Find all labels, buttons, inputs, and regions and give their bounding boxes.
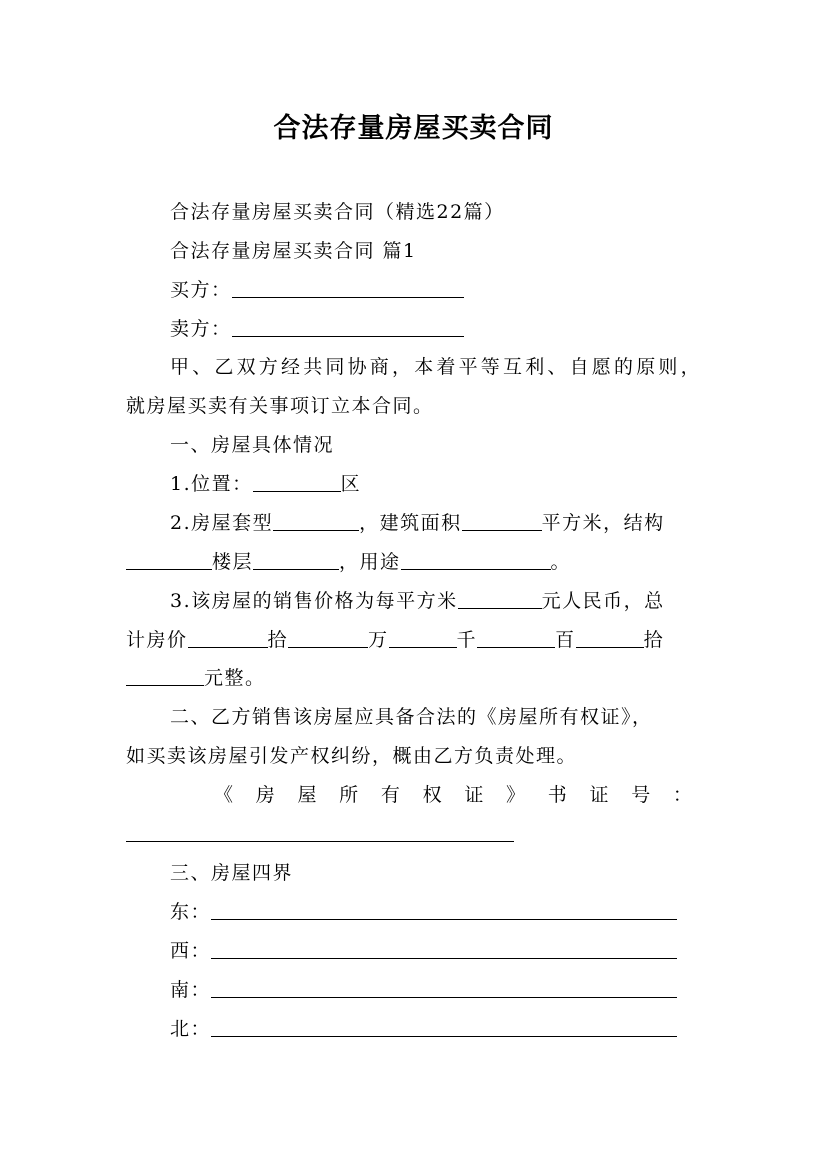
total-price-label: 计房价 (126, 629, 188, 651)
blank-bai (477, 629, 555, 648)
cert-char: 权 (422, 784, 442, 806)
cert-char: 》 (506, 784, 526, 806)
item-1-label: 1.位置： (170, 473, 253, 495)
blank-qian (389, 629, 457, 648)
west-label: 西： (170, 940, 212, 962)
unit-yuan: 元整。 (204, 667, 266, 689)
item-2-label: 2.房屋套型 (170, 512, 274, 534)
east-label: 东： (170, 901, 212, 923)
item-1-line (170, 472, 750, 496)
unit-shi-1: 拾 (267, 629, 289, 651)
intro-line-2: 就房屋买卖有关事项订立本合同。 (126, 395, 434, 417)
section-heading: 合法存量房屋买卖合同 篇1 (170, 240, 417, 262)
south-label: 南： (170, 979, 212, 1001)
cert-char: 号 (631, 784, 651, 806)
cert-char: 房 (255, 784, 275, 806)
subtitle: 合法存量房屋买卖合同（精选22篇） (170, 201, 505, 223)
item-2-sqm: 平方米，结构 (541, 512, 665, 534)
section-1-title: 一、房屋具体情况 (170, 434, 335, 456)
buyer-line (170, 278, 750, 302)
cert-char: 屋 (297, 784, 317, 806)
item-2-end: 。 (550, 551, 572, 573)
north-label: 北： (170, 1018, 212, 1040)
north-line (170, 1017, 750, 1041)
item-2-use: ，用途 (339, 551, 401, 573)
location-blank (253, 473, 341, 492)
buyer-label: 买方： (170, 279, 232, 301)
blank-shi-2 (576, 629, 644, 648)
intro-line-1: 甲、乙双方经共同协商，本着平等互利、自愿的原则， (170, 356, 703, 378)
unit-bai: 百 (555, 629, 576, 651)
cert-char: 《 (214, 784, 234, 806)
item-2-area: ，建筑面积 (359, 512, 462, 534)
item-3-end: 元人民币，总 (541, 590, 665, 612)
cert-char: 证 (589, 784, 609, 806)
item-3-line-3 (126, 666, 706, 690)
item-3-line-1 (170, 589, 750, 613)
section-3-title: 三、房屋四界 (170, 862, 294, 884)
north-blank (211, 1018, 677, 1037)
floor-blank (253, 551, 339, 570)
type-blank (273, 512, 359, 531)
seller-line (170, 317, 750, 341)
item-3-text: 3.该房屋的销售价格为每平方米 (170, 590, 458, 612)
section-2-line-2: 如买卖该房屋引发产权纠纷，概由乙方负责处理。 (126, 745, 578, 767)
blank-wan (288, 629, 368, 648)
structure-blank (126, 551, 212, 570)
unit-qian: 千 (456, 629, 478, 651)
west-line (170, 939, 750, 963)
east-line (170, 900, 750, 924)
unit-price-blank (458, 590, 542, 609)
blank-yuan (126, 667, 204, 686)
certificate-number-line (214, 783, 692, 807)
east-blank (211, 901, 677, 920)
seller-blank (232, 318, 464, 337)
item-2-line-2 (126, 550, 706, 574)
certificate-blank-line (126, 822, 706, 846)
section-2-line-1: 二、乙方销售该房屋应具备合法的《房屋所有权证》， (170, 706, 653, 728)
cert-char: 证 (464, 784, 484, 806)
page-title: 合法存量房屋买卖合同 (273, 113, 554, 144)
south-blank (211, 979, 677, 998)
cert-char: 有 (380, 784, 400, 806)
certificate-blank (126, 823, 514, 842)
item-2-floor: 楼层 (212, 551, 254, 573)
blank-shi-1 (188, 629, 268, 648)
unit-shi-2: 拾 (643, 629, 665, 651)
cert-char: 所 (339, 784, 359, 806)
buyer-blank (232, 279, 464, 298)
unit-wan: 万 (368, 629, 389, 651)
south-line (170, 978, 750, 1002)
cert-char: 书 (547, 784, 567, 806)
use-blank (401, 551, 551, 570)
area-blank (462, 512, 542, 531)
cert-char: ： (672, 784, 692, 806)
seller-label: 卖方： (170, 318, 232, 340)
item-2-line-1 (170, 511, 750, 535)
west-blank (211, 940, 677, 959)
item-1-unit: 区 (340, 473, 362, 495)
item-3-line-2 (126, 628, 706, 652)
